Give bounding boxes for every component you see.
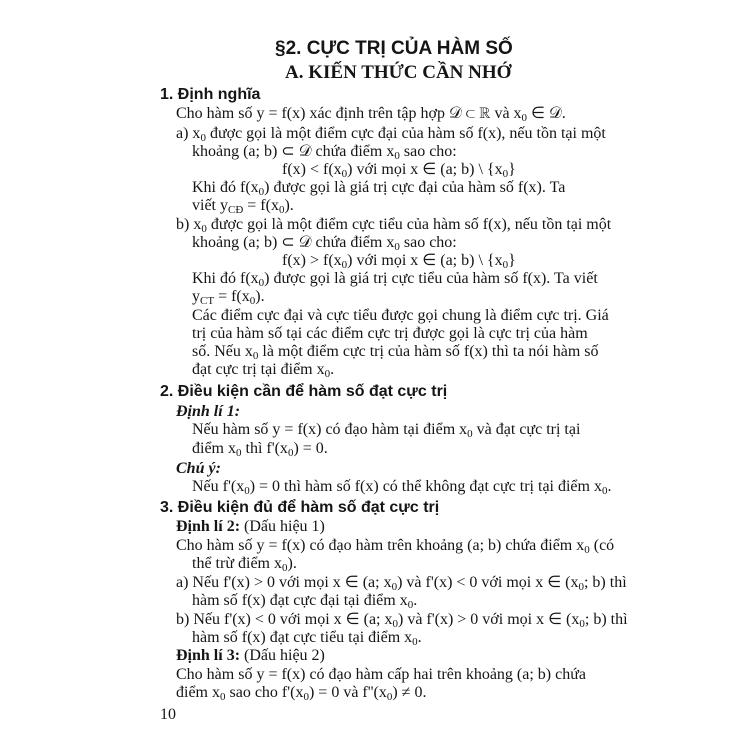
- theorem-1-line-1: Nếu hàm số y = f(x) có đạo hàm tại điểm $x_0$ và đạt cực trị tại: [192, 421, 581, 440]
- theorem-2-hint: (Dấu hiệu 1): [244, 518, 325, 535]
- section-subtitle: A. KIẾN THỨC CẦN NHỚ: [285, 62, 512, 83]
- def-b-line-1: b) $x_0$ được gọi là một điểm cực tiểu của hàm số f(x), nếu tồn tại một: [176, 216, 612, 235]
- note-text: Nếu $f'(x_0) = 0$ thì hàm số f(x) có thể không đạt cực trị tại điểm $x_0$.: [192, 478, 612, 497]
- heading-sufficient-condition: 3. Điều kiện đủ để hàm số đạt cực trị: [160, 499, 440, 516]
- def-b-line-3: Khi đó $f(x_0)$ được gọi là giá trị cực tiểu của hàm số f(x). Ta viết: [192, 270, 598, 289]
- theorem-2-line-2: thể trừ điểm $x_0$).: [192, 555, 297, 574]
- heading-necessary-condition: 2. Điều kiện cần để hàm số đạt cực trị: [160, 383, 448, 400]
- def-a-line-3: Khi đó $f(x_0)$ được gọi là giá trị cực đại của hàm số f(x). Ta: [192, 179, 566, 198]
- theorem-3-line-2: điểm $x_0$ sao cho $f'(x_0) = 0$ và $f''(x_0) \ne 0$.: [176, 684, 427, 703]
- theorem-3-heading: [176, 647, 325, 665]
- theorem-1-line-2: điểm $x_0$ thì $f'(x_0) = 0$.: [192, 440, 328, 459]
- theorem-2-heading: [176, 518, 325, 536]
- def-b-formula: $f(x) > f(x_0)$ với mọi x ∈ (a; b) \ $\{x_0\}$: [282, 252, 516, 271]
- theorem-3-hint: (Dấu hiệu 2): [244, 647, 325, 664]
- theorem-2-a-line-2: hàm số f(x) đạt cực đại tại điểm $x_0$.: [192, 592, 418, 611]
- def-a-line-1: a) $x_0$ được gọi là một điểm cực đại của hàm số f(x), nếu tồn tại một: [176, 125, 606, 144]
- def-b-line-4: $y_{CT} = f(x_0)$.: [192, 288, 265, 307]
- section-title: §2. CỰC TRỊ CỦA HÀM SỐ: [275, 38, 513, 59]
- def-para-line-1: Các điểm cực đại và cực tiểu được gọi chung là điểm cực trị. Giá: [192, 307, 609, 324]
- theorem-2-a-line-1: a) Nếu f'(x) > 0 với mọi x ∈ (a; $x_0$) và f'(x) < 0 với mọi x ∈ ($x_0$; b) thì: [176, 574, 627, 593]
- def-a-line-4: viết $y_{CĐ} = f(x_0)$.: [192, 197, 294, 216]
- def-a-line-2: khoảng (a; b) ⊂ 𝒟 chứa điểm $x_0$ sao cho:: [192, 143, 457, 162]
- theorem-2-label: Định lí 2:: [176, 518, 241, 535]
- def-b-line-2: khoảng (a; b) ⊂ 𝒟 chứa điểm $x_0$ sao cho:: [192, 234, 457, 253]
- heading-definition: 1. Định nghĩa: [160, 86, 261, 103]
- note-label: Chú ý:: [176, 460, 221, 477]
- theorem-2-line-1: Cho hàm số y = f(x) có đạo hàm trên khoảng (a; b) chứa điểm $x_0$ (có: [176, 537, 615, 556]
- def-a-formula: $f(x) < f(x_0)$ với mọi x ∈ (a; b) \ $\{x_0\}$: [282, 161, 516, 180]
- theorem-1-label: Định lí 1:: [176, 403, 241, 420]
- theorem-3-label: Định lí 3:: [176, 647, 241, 664]
- theorem-3-line-1: Cho hàm số y = f(x) có đạo hàm cấp hai trên khoảng (a; b) chứa: [176, 666, 587, 683]
- definition-intro: Cho hàm số y = f(x) xác định trên tập hợp 𝒟 ⊂ ℝ và $x_0$ ∈ 𝒟.: [176, 105, 566, 124]
- theorem-2-b-line-2: hàm số f(x) đạt cực tiểu tại điểm $x_0$.: [192, 629, 422, 648]
- def-para-line-4: đạt cực trị tại điểm $x_0$.: [192, 361, 335, 380]
- page-number: 10: [160, 706, 176, 723]
- def-para-line-3: số. Nếu $x_0$ là một điểm cực trị của hàm số f(x) thì ta nói hàm số: [192, 343, 599, 362]
- def-para-line-2: trị của hàm số tại các điểm cực trị được gọi là cực trị của hàm: [192, 325, 588, 342]
- theorem-2-b-line-1: b) Nếu f'(x) < 0 với mọi x ∈ (a; $x_0$) và f'(x) > 0 với mọi x ∈ ($x_0$; b) thì: [176, 611, 628, 630]
